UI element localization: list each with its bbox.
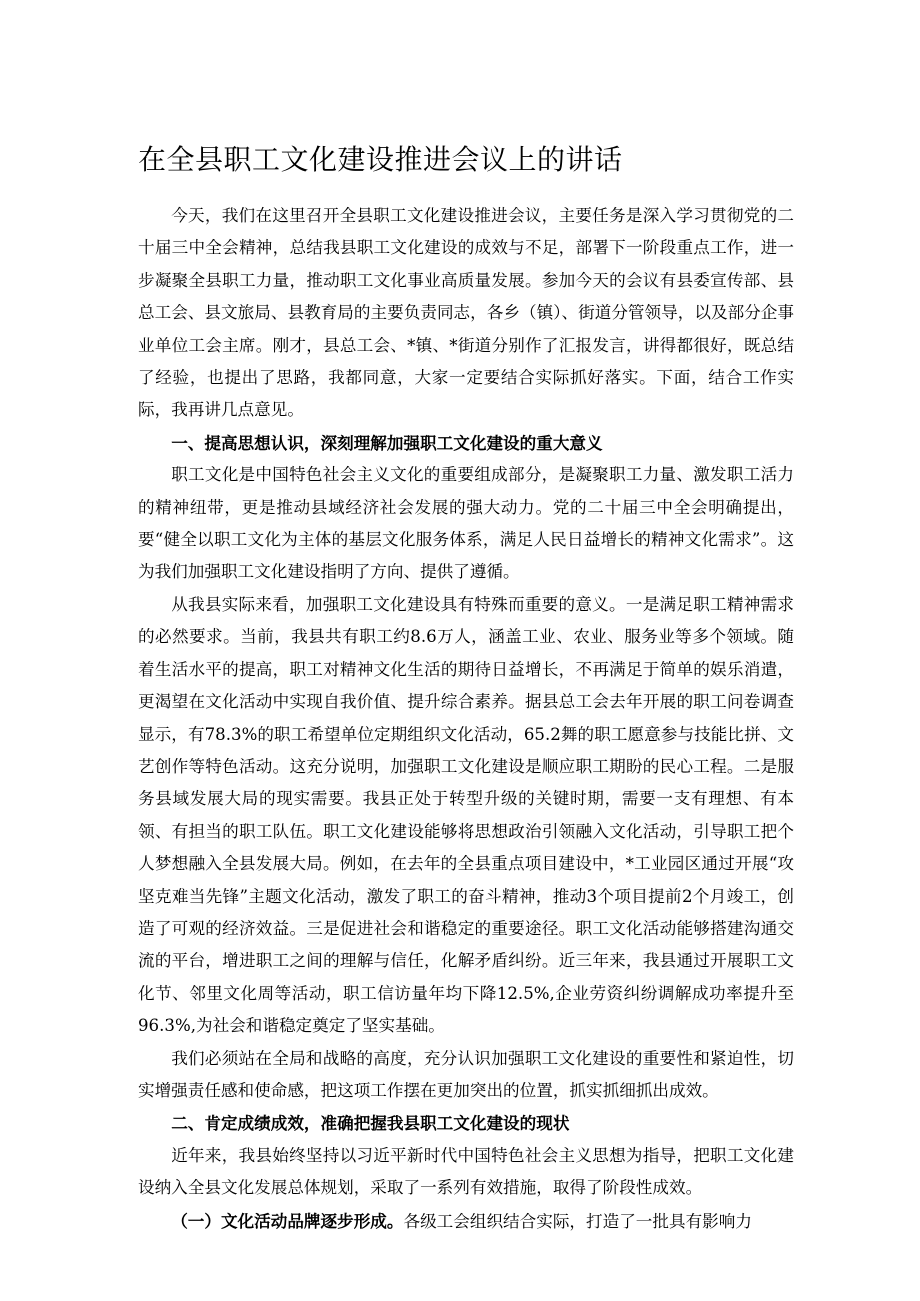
paragraph-intro: 今天，我们在这里召开全县职工文化建设推进会议，主要任务是深入学习贯彻党的二十届三中全会精神，总结我县职工文化建设的成效与不足，部署下一阶段重点工作，进一步凝聚全县职工力量，推动职工文化事业高质量发展。参加今天的会议有县委宣传部、县总工会、县文旅局、县教育局的主要负责同志，各乡（镇）、街道分管领导，以及部分企事业单位工会主席。刚才，县总工会、*镇、*街道分别作了汇报发言，讲得都很好，既总结了经验，也提出了思路，我都同意，大家一定要结合实际抓好落实。下面，结合工作实际，我再讲几点意见。 <box>138 206 794 420</box>
paragraph-subsection-1 <box>138 1205 794 1238</box>
document-body <box>138 200 794 1238</box>
subsection-1-heading: （一）文化活动品牌逐步形成。 <box>171 1210 404 1231</box>
paragraph-county-reality: 从我县实际来看，加强职工文化建设具有特殊而重要的意义。一是满足职工精神需求的必然要求。当前，我县共有职工约8.6万人，涵盖工业、农业、服务业等多个领域。随着生活水平的提高，职工对精神文化生活的期待日益增长，不再满足于简单的娱乐消遣，更渴望在文化活动中实现自我价值、提升综合素养。据县总工会去年开展的职工问卷调查显示，有78.3%的职工希望单位定期组织文化活动，65.2舞的职工愿意参与技能比拼、文艺创作等特色活动。这充分说明，加强职工文化建设是顺应职工期盼的民心工程。二是服务县域发展大局的现实需要。我县正处于转型升级的关键时期，需要一支有理想、有本领、有担当的职工队伍。职工文化建设能够将思想政治引领融入文化活动，引导职工把个人梦想融入全县发展大局。例如，在去年的全县重点项目建设中，*工业园区通过开展“攻坚克难当先锋”主题文化活动，激发了职工的奋斗精神，推动3个项目提前2个月竣工，创造了可观的经济效益。三是促进社会和谐稳定的重要途径。职工文化活动能够搭建沟通交流的平台，增进职工之间的理解与信任，化解矛盾纠纷。近三年来，我县通过开展职工文化节、邻里文化周等活动，职工信访量年均下降12.5%,企业劳资纠纷调解成功率提升至96.3%,为社会和谐稳定奠定了坚实基础。 <box>138 594 794 1036</box>
paragraph-call-to-action: 我们必须站在全局和战略的高度，充分认识加强职工文化建设的重要性和紧迫性，切实增强责任感和使命感，把这项工作摆在更加突出的位置，抓实抓细抓出成效。 <box>138 1048 794 1100</box>
subsection-1-text: 各级工会组织结合实际，打造了一批具有影响力 <box>403 1211 752 1231</box>
paragraph-significance: 职工文化是中国特色社会主义文化的重要组成部分，是凝聚职工力量、激发职工活力的精神纽带，更是推动县域经济社会发展的强大动力。党的二十届三中全会明确提出，要“健全以职工文化为主体的基层文化服务体系，满足人民日益增长的精神文化需求”。这为我们加强职工文化建设指明了方向、提供了遵循。 <box>138 465 794 582</box>
document-title: 在全县职工文化建设推进会议上的讲话 <box>138 143 623 176</box>
paragraph-achievements: 近年来，我县始终坚持以习近平新时代中国特色社会主义思想为指导，把职工文化建设纳入全县文化发展总体规划，采取了一系列有效措施，取得了阶段性成效。 <box>138 1145 794 1198</box>
section-heading-2: 二、肯定成绩成效，准确把握我县职工文化建设的现状 <box>171 1113 570 1134</box>
section-heading-1: 一、提高思想认识，深刻理解加强职工文化建设的重大意义 <box>171 432 603 453</box>
